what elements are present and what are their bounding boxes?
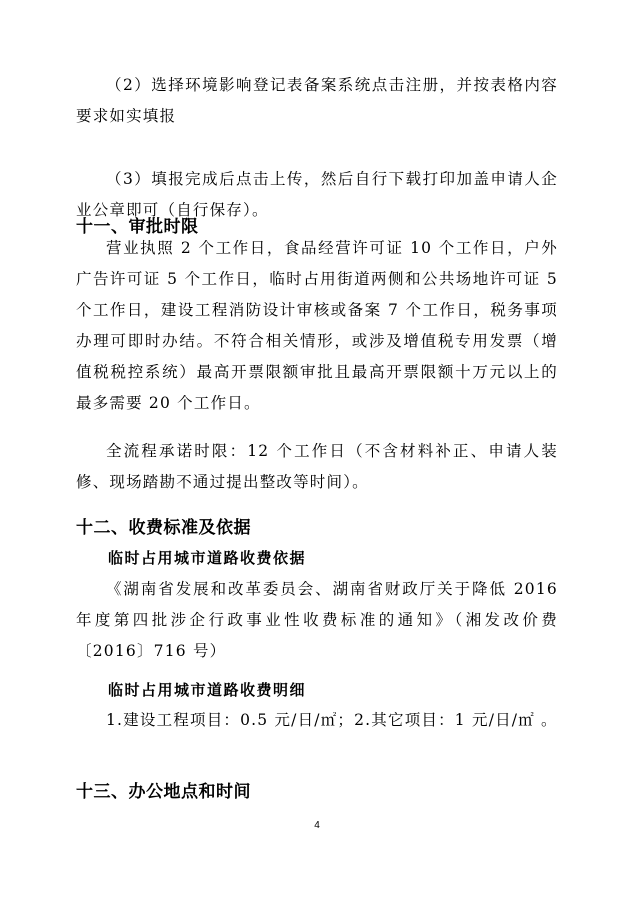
paragraph-step-2: （2）选择环境影响登记表备案系统点击注册，并按表格内容要求如实填报 bbox=[76, 76, 558, 125]
section-heading-13: 十三、办公地点和时间 bbox=[76, 782, 251, 802]
paragraph-step-3: （3）填报完成后点击上传，然后自行下载打印加盖申请人企业公章即可（自行保存）。 bbox=[76, 170, 558, 219]
paragraph-approval-time: 营业执照 2 个工作日，食品经营许可证 10 个工作日，户外广告许可证 5 个工作日，临时占用街道两侧和公共场地许可证 5 个工作日，建设工程消防设计审核或备案 7 个工作日，税务事项办理可即时办结。不符合相关情形，或涉及增值税专用发票（增值税税控系统）最高开票限额审批且最高开票限额十万元以上的最多需要 20 个工作日。 bbox=[76, 239, 558, 412]
paragraph-fee-notice: 《湖南省发展和改革委员会、湖南省财政厅关于降低 2016 年度第四批涉企行政事业性收费标准的通知》（湘发改价费〔2016〕716 号） bbox=[76, 580, 558, 660]
section-heading-12: 十二、收费标准及依据 bbox=[76, 518, 251, 538]
paragraph-total-time: 全流程承诺时限：12 个工作日（不含材料补正、申请人装修、现场踏勘不通过提出整改等时间）。 bbox=[76, 442, 558, 491]
subheading-fee-basis: 临时占用城市道路收费依据 bbox=[108, 549, 307, 567]
page-number: 4 bbox=[314, 820, 320, 831]
subheading-fee-detail: 临时占用城市道路收费明细 bbox=[108, 681, 307, 699]
section-heading-11: 十一、审批时限 bbox=[76, 217, 199, 237]
paragraph-fee-detail: 1.建设工程项目：0.5 元/日/㎡；2.其它项目：1 元/日/㎡ 。 bbox=[106, 711, 558, 729]
